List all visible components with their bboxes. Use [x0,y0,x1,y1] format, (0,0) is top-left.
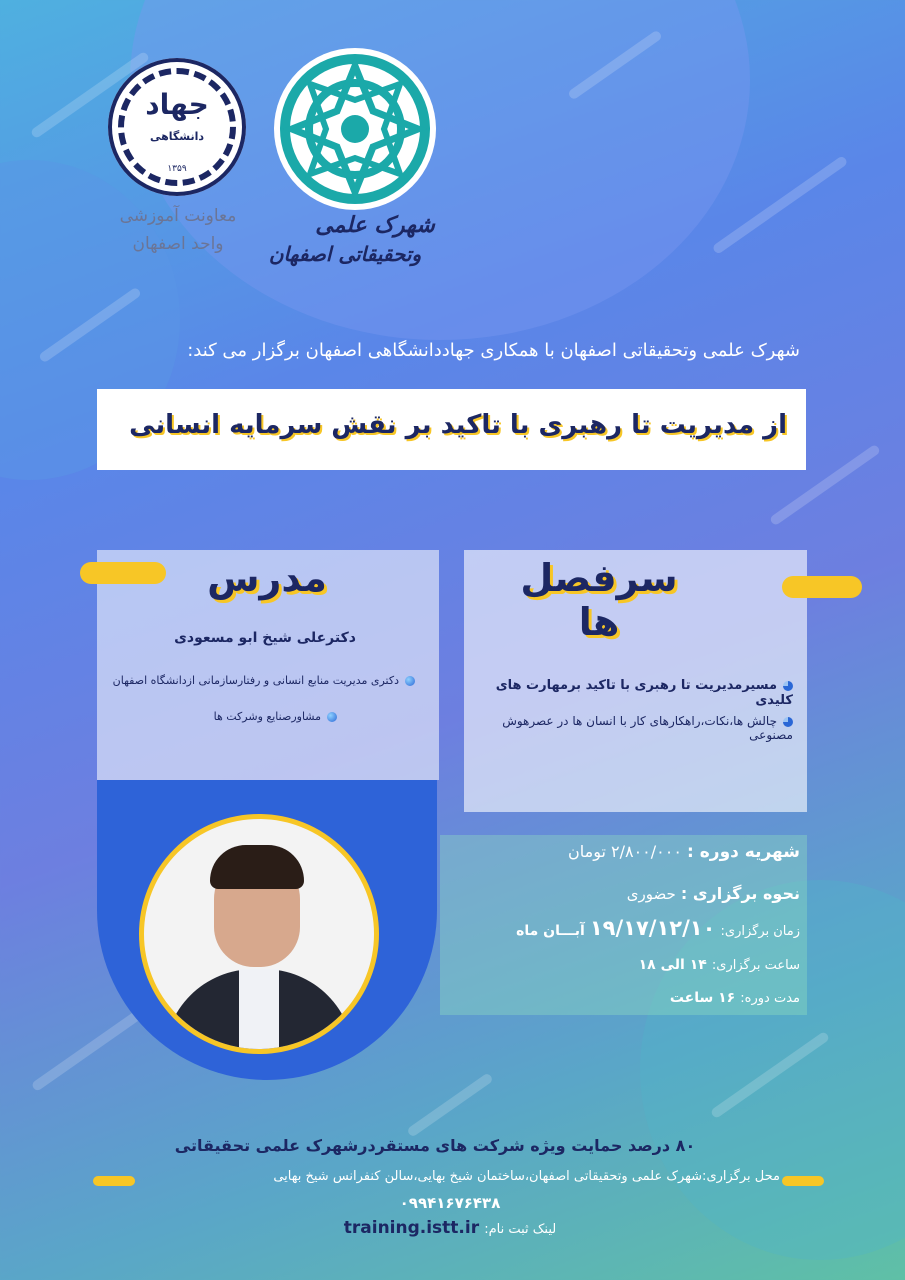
intro-text: شهرک علمی وتحقیقاتی اصفهان با همکاری جهاددانشگاهی اصفهان برگزار می کند: [187,340,800,361]
globe-bullet-icon [327,712,337,722]
photo-shirt [239,969,279,1054]
support-text: ۸۰ درصد حمایت ویژه شرکت های مستقردرشهرک علمی تحقیقاتی [174,1136,696,1155]
instructor-item-1 [97,674,415,687]
fee-value: ۲/۸۰۰/۰۰۰ تومان [568,842,682,861]
park-caption-line2: وتحقیقاتی اصفهان [268,242,422,266]
instructor-panel [97,550,439,780]
registration-row [250,1218,650,1238]
pie-bullet-icon [783,681,793,691]
instructor-item-text: دکتری مدیریت منابع انسانی و رفتارسازمانی ازدانشگاه اصفهان [112,674,399,687]
footer-accent-right [782,1176,824,1186]
time-row [500,954,800,973]
globe-bullet-icon [405,676,415,686]
instructor-photo [139,814,379,1054]
jahad-logo-sub: دانشگاهی [149,130,205,143]
bg-stripe [712,155,849,255]
mode-value: حضوری [626,885,676,903]
footer-accent-left [93,1176,135,1186]
syllabus-item-text: چالش ها،نکات،راهکارهای کار با انسان ها در عصرهوش مصنوعی [502,714,793,742]
syllabus-accent-bar [782,576,862,598]
phone-text: ۰۹۹۴۱۶۷۶۴۳۸ [399,1194,501,1212]
time-label: ساعت برگزاری: [711,958,800,973]
park-caption-line1: شهرک علمی [315,212,435,238]
instructor-item-2 [97,710,337,723]
syllabus-item-text: مسیرمدیریت تا رهبری با تاکید برمهارت های کلیدی [495,678,793,708]
bg-stripe [406,1072,494,1138]
jahad-logo-title: جهاد [145,88,209,121]
fee-label: شهریه دوره : [687,842,800,862]
syllabus-item-1 [473,678,793,708]
pie-bullet-icon [783,717,793,727]
link-label: لینک ثبت نام: [484,1222,557,1237]
date-value: ۱۹/۱۷/۱۲/۱۰ [589,916,716,940]
date-month: آبـــان ماه [516,923,585,939]
geometric-star-icon [274,48,436,210]
science-park-logo [274,48,436,210]
instructor-heading: مدرس [207,556,327,600]
jahad-logo [108,58,246,196]
jahad-caption-line2: واحد اصفهان [132,234,224,254]
venue-text: محل برگزاری:شهرک علمی وتحقیقاتی اصفهان،ساختمان شیخ بهایی،سالن کنفرانس شیخ بهایی [273,1169,780,1184]
duration-label: مدت دوره: [740,991,800,1006]
instructor-item-text: مشاورصنایع وشرکت ها [213,710,321,723]
mode-row [500,884,800,903]
duration-row [500,987,800,1006]
registration-link[interactable]: training.istt.ir [343,1218,480,1238]
fee-row [420,842,800,862]
jahad-logo-year: ۱۳۵۹ [167,164,187,174]
syllabus-panel [464,550,807,812]
syllabus-heading: سرفصل ها [520,556,678,644]
instructor-accent-bar [80,562,166,584]
time-value: ۱۴ الی ۱۸ [638,957,707,973]
date-label: زمان برگزاری: [720,924,800,939]
syllabus-item-2 [473,714,793,742]
duration-value: ۱۶ ساعت [669,990,736,1006]
mode-label: نحوه برگزاری : [680,884,800,903]
date-row [480,916,800,940]
instructor-name: دکترعلی شیخ ابو مسعودی [174,630,356,646]
title-box [97,389,806,470]
course-title: از مدیریت تا رهبری با تاکید بر نقش سرمایه انسانی [129,410,787,440]
photo-hair [210,845,304,889]
jahad-caption-line1: معاونت آموزشی [119,206,237,226]
